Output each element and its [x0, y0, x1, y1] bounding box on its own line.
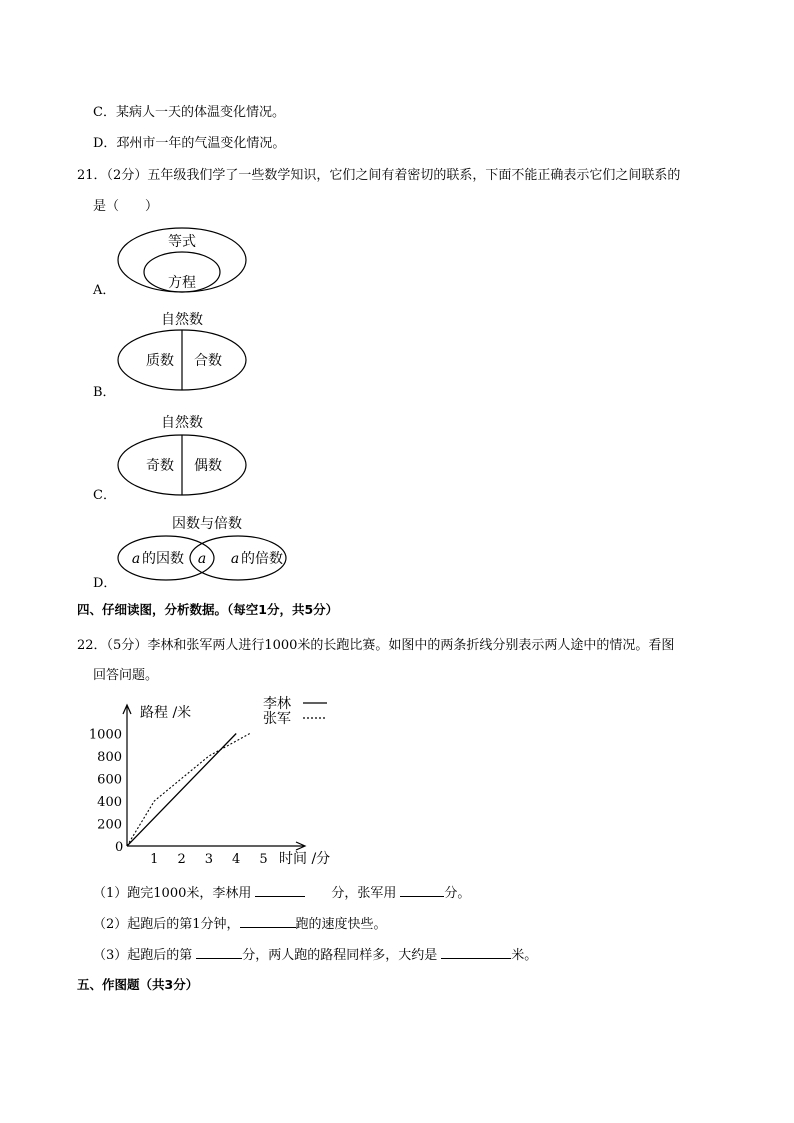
- q22-sub2: [93, 913, 387, 932]
- set-equation-label: 等式: [168, 234, 196, 250]
- y-tick-label: 800: [97, 750, 122, 765]
- y-tick-label: 200: [97, 817, 122, 833]
- option-a-label: A．: [93, 283, 116, 298]
- x-tick-label: 2: [177, 852, 186, 867]
- q22-sub1-text-c: 分。: [444, 886, 471, 901]
- x-tick-label: 4: [232, 852, 241, 867]
- q22-sub1-text-a: （1）跑完1000米，李林用: [93, 886, 252, 901]
- set-right-label: 合数: [194, 353, 222, 369]
- y-tick-label: 600: [97, 772, 122, 788]
- set-center-label: a: [197, 551, 207, 567]
- x-tick-label: 5: [259, 852, 268, 867]
- set-title-label: 因数与倍数: [172, 516, 242, 532]
- set-left-label: 奇数: [146, 458, 174, 474]
- q22-stem-line2: 回答问题。: [93, 668, 159, 683]
- q21-stem-line1: 21．（2分）五年级我们学了一些数学知识，它们之间有着密切的联系，下面不能正确表示它们之间联系的: [77, 168, 681, 183]
- q22-sub2-text-b: 跑的速度快些。: [295, 917, 387, 932]
- q22-sub1: [93, 882, 470, 901]
- q22-sub3-text-c: 米。: [511, 948, 538, 963]
- legend-label: 李林: [263, 696, 291, 712]
- set-left-label: 质数: [146, 353, 174, 369]
- set-equation-inner-label: 方程: [168, 275, 196, 291]
- legend-label: 张军: [263, 711, 291, 727]
- q20-option-d: D．邳州市一年的气温变化情况。: [93, 136, 286, 151]
- q22-stem-line1: 22．（5分）李林和张军两人进行1000米的长跑比赛。如图中的两条折线分别表示两人途中的情况。看图: [77, 638, 675, 653]
- option-c-label: C．: [93, 488, 116, 503]
- answer-blank[interactable]: [255, 883, 305, 897]
- answer-blank[interactable]: [196, 945, 242, 959]
- section-5-heading: 五、作图题（共3分）: [77, 977, 199, 992]
- q22-sub1-text-b: 分，张军用: [331, 886, 397, 901]
- q22-sub3: [93, 944, 537, 963]
- section-4-heading: 四、仔细读图，分析数据。（每空1分，共5分）: [77, 602, 339, 617]
- set-var-label: a: [131, 551, 141, 567]
- q21-stem-line2: 是（ ）: [93, 199, 159, 214]
- set-left-label: 的因数: [142, 551, 184, 567]
- y-tick-label: 400: [97, 795, 122, 810]
- answer-blank[interactable]: [441, 945, 511, 959]
- set-var-label: a: [230, 551, 240, 567]
- answer-blank[interactable]: [240, 914, 296, 928]
- x-tick-label: 3: [204, 852, 214, 867]
- option-b-label: B．: [93, 385, 116, 400]
- series-line-2: [127, 734, 250, 847]
- series-line-1: [127, 734, 236, 847]
- answer-blank[interactable]: [400, 883, 444, 897]
- q22-sub3-text-a: （3）起跑后的第: [93, 948, 193, 963]
- y-axis-label: 路程 /米: [140, 705, 192, 721]
- q22-sub3-text-b: 分，两人跑的路程同样多，大约是: [242, 948, 438, 963]
- y-tick-label: 1000: [88, 727, 122, 743]
- set-right-label: 的倍数: [241, 551, 283, 567]
- set-title-label: 自然数: [161, 312, 203, 328]
- option-d-label: D．: [93, 576, 117, 591]
- q22-sub2-text-a: （2）起跑后的第1分钟，: [93, 917, 240, 932]
- x-axis-label: 时间 /分: [279, 851, 331, 867]
- q20-option-c: C．某病人一天的体温变化情况。: [93, 105, 285, 120]
- set-right-label: 偶数: [194, 458, 222, 474]
- x-tick-label: 1: [150, 852, 159, 867]
- origin-label: 0: [115, 840, 124, 855]
- set-title-label: 自然数: [161, 415, 203, 431]
